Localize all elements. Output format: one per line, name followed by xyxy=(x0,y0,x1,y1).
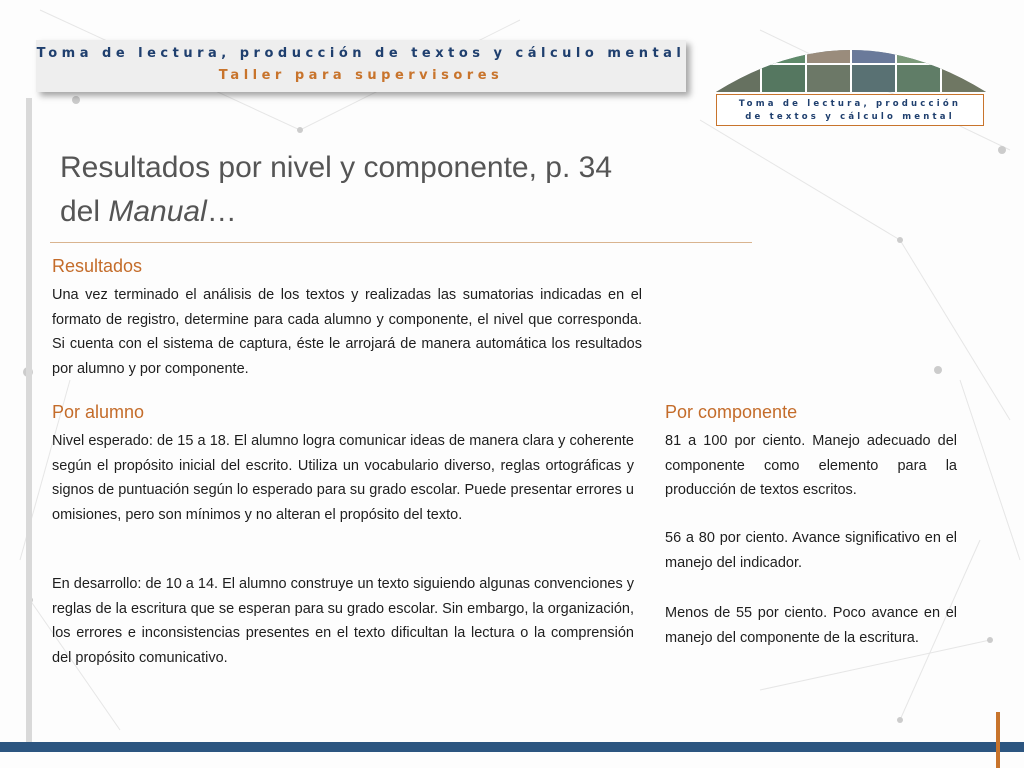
header-banner xyxy=(36,40,686,92)
title-manual-italic: Manual xyxy=(108,195,207,228)
componente-56-80-paragraph: 56 a 80 por ciento. Avance significativo en el manejo del indicador. xyxy=(665,530,957,571)
resultados-heading: Resultados xyxy=(52,256,143,276)
en-desarrollo-paragraph: En desarrollo: de 10 a 14. El alumno construye un texto siguiendo algunas convenciones y reglas de la escritura que se esperan para su grado escolar. Sin embargo, la organización, los errores e inconsistencias presentes en el texto dificultan la lectura o la comprensión del propósito comunicativo. xyxy=(52,576,634,666)
nivel-esperado-paragraph: Nivel esperado: de 15 a 18. El alumno logra comunicar ideas de manera clara y coherente según el propósito inicial del escrito. Utiliza un vocabulario diverso, reglas ortográficas y signos de puntuación según lo esperado para su grado escolar. Puede presentar errores u omisiones, pero son mínimos y no alteran el propósito del texto. xyxy=(52,433,634,523)
title-divider xyxy=(50,242,752,243)
por-componente-heading: Por componente xyxy=(665,402,798,422)
left-accent-bar xyxy=(26,98,32,748)
componente-81-100-paragraph: 81 a 100 por ciento. Manejo adecuado del componente como elemento para la producción de textos escritos. xyxy=(665,433,957,498)
footer-accent xyxy=(996,712,1000,768)
logo-caption-line1: Toma de lectura, producción xyxy=(738,99,962,109)
header-title: Toma de lectura, producción de textos y cálculo mental xyxy=(36,46,686,61)
logo-caption xyxy=(716,94,984,126)
slide-title xyxy=(60,146,760,234)
title-ellipsis: … xyxy=(206,195,237,228)
por-alumno-heading: Por alumno xyxy=(52,402,145,422)
logo-caption-line2: de textos y cálculo mental xyxy=(745,112,955,122)
title-line2-prefix: del xyxy=(60,195,109,228)
resultados-paragraph: Una vez terminado el análisis de los textos y realizadas las sumatorias indicadas en el formato de registro, determine para cada alumno y componente, el nivel que corresponda. Si cuenta con el sistema de captura, éste le arrojará de manera automática los resultados por alumno y por componente. xyxy=(52,287,642,377)
header-subtitle: Taller para supervisores xyxy=(218,68,504,83)
componente-menos-55-paragraph: Menos de 55 por ciento. Poco avance en el manejo del componente de la escritura. xyxy=(665,605,957,646)
title-line1: Resultados por nivel y componente, p. 34 xyxy=(60,151,612,184)
footer-bar xyxy=(0,742,1024,752)
